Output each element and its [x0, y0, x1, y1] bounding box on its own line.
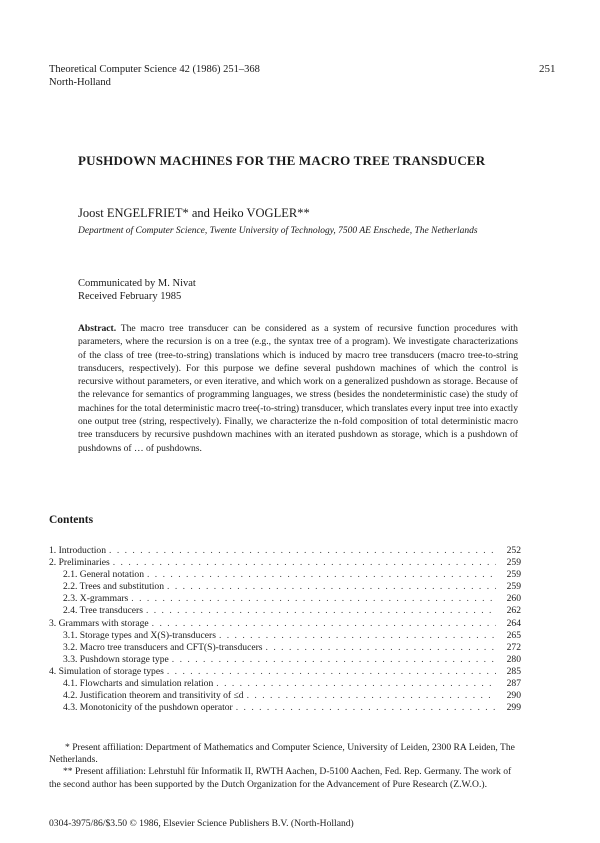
abstract-text: The macro tree transducer can be considered as a system of recursive function procedures with parameters, where the recursion is on a tree (e.g., the syntax tree of a program). We investigate characterizations of the class of tree (tree-to-string) translations which is induced by macro tree transducers (macro tree-to-string transducers, respectively). For this purpose we define several pushdown machines of which the control is recursive without parameters, or even iterative, and which work on a generalized pushdown as storage. Because of the relevance for semantics of programming languages, we stress (besides the nondeterministic case) the study of machines for the total deterministic macro tree(-to-string) transducer, which translates every input tree into exactly one output tree (string, respectively). Finally, we characterize the n-fold composition of total deterministic macro tree transducers by recursive pushdown machines with an iterated pushdown as storage, which is a pushdown of pushdowns of … of pushdowns.: [78, 323, 518, 454]
copyright-line: 0304-3975/86/$3.50 © 1986, Elsevier Science Publishers B.V. (North-Holland): [49, 818, 354, 829]
toc-entry: [49, 581, 521, 593]
toc-entry: [49, 618, 521, 630]
toc-entry-label: 2.2. Trees and substitution: [63, 581, 165, 593]
toc-leader-dots: [266, 642, 496, 654]
toc-leader-dots: [216, 678, 496, 690]
toc-entry-page: 265: [506, 629, 521, 641]
toc-leader-dots: [172, 654, 496, 666]
toc-entry-label: 4.3. Monotonicity of the pushdown operator: [63, 702, 233, 714]
table-of-contents: [49, 545, 521, 714]
paper-title: PUSHDOWN MACHINES FOR THE MACRO TREE TRANSDUCER: [78, 153, 486, 168]
contents-heading: Contents: [49, 514, 94, 526]
received-date: Received February 1985: [78, 291, 182, 302]
toc-leader-dots: [167, 581, 496, 593]
toc-entry-page: 262: [506, 605, 521, 617]
toc-leader-dots: [131, 593, 496, 605]
toc-entry-label: 4.1. Flowcharts and simulation relation: [63, 678, 214, 690]
footnotes: [49, 742, 521, 791]
toc-entry: [49, 678, 521, 690]
toc-leader-dots: [247, 690, 496, 702]
communicated-by: Communicated by M. Nivat: [78, 278, 196, 289]
abstract: [78, 322, 518, 455]
toc-entry-page: 280: [506, 653, 521, 665]
toc-entry-label: 3.3. Pushdown storage type: [63, 653, 169, 665]
toc-leader-dots: [113, 557, 496, 569]
toc-entry-label: 4.2. Justification theorem and transitivity of ≤d: [63, 690, 244, 702]
toc-entry: [49, 630, 521, 642]
toc-leader-dots: [146, 605, 496, 617]
toc-entry: [49, 557, 521, 569]
authors: Joost ENGELFRIET* and Heiko VOGLER**: [78, 206, 310, 220]
journal-citation: Theoretical Computer Science 42 (1986) 251–368: [49, 64, 260, 75]
toc-entry-label: 3.2. Macro tree transducers and CFT(S)-transducers: [63, 641, 263, 653]
toc-entry-page: 260: [506, 593, 521, 605]
toc-entry-label: 2.3. X-grammars: [63, 593, 129, 605]
toc-entry: [49, 654, 521, 666]
toc-leader-dots: [152, 618, 496, 630]
toc-entry: [49, 605, 521, 617]
toc-entry-page: 264: [506, 617, 521, 629]
toc-entry-page: 290: [506, 690, 521, 702]
toc-leader-dots: [167, 666, 496, 678]
toc-entry-page: 259: [506, 581, 521, 593]
toc-entry-page: 285: [506, 665, 521, 677]
toc-entry-label: 2.1. General notation: [63, 569, 144, 581]
toc-entry-label: 1. Introduction: [49, 545, 107, 556]
toc-leader-dots: [109, 545, 496, 557]
toc-leader-dots: [147, 569, 496, 581]
toc-entry-page: 259: [506, 557, 521, 569]
affiliation: Department of Computer Science, Twente University of Technology, 7500 AE Enschede, The Netherlands: [78, 226, 478, 236]
toc-entry-label: 3.1. Storage types and X(S)-transducers: [63, 629, 216, 641]
toc-entry-page: 272: [506, 641, 521, 653]
toc-entry: [49, 593, 521, 605]
footnote-1: * Present affiliation: Department of Mathematics and Computer Science, University of Leiden, 2300 RA Leiden, The Netherlands.: [49, 742, 515, 766]
toc-entry: [49, 690, 521, 702]
toc-entry: [49, 666, 521, 678]
toc-entry-page: 259: [506, 569, 521, 581]
abstract-label: Abstract.: [78, 323, 117, 334]
editorial-info: [78, 277, 196, 303]
toc-entry: [49, 642, 521, 654]
toc-entry: [49, 569, 521, 581]
toc-leader-dots: [236, 702, 496, 714]
toc-entry-page: 287: [506, 678, 521, 690]
toc-entry-label: 2. Preliminaries: [49, 557, 110, 569]
toc-entry-page: 299: [506, 702, 521, 714]
toc-entry: [49, 702, 521, 714]
toc-entry-label: 2.4. Tree transducers: [63, 605, 143, 617]
footnote-2: ** Present affiliation: Lehrstuhl für Informatik II, RWTH Aachen, D-5100 Aachen, Fed. Rep. Germany. The work of the second author has been supported by the Dutch Organization for the Advancement of Pure Research (Z.W.O.).: [49, 766, 512, 790]
toc-entry-page: 252: [506, 545, 521, 556]
toc-entry-label: 4. Simulation of storage types: [49, 665, 164, 677]
journal-header: [49, 63, 260, 89]
page-number: 251: [539, 63, 556, 75]
toc-leader-dots: [219, 630, 496, 642]
toc-entry-label: 3. Grammars with storage: [49, 617, 149, 629]
toc-entry: [49, 545, 521, 557]
publisher: North-Holland: [49, 77, 111, 88]
